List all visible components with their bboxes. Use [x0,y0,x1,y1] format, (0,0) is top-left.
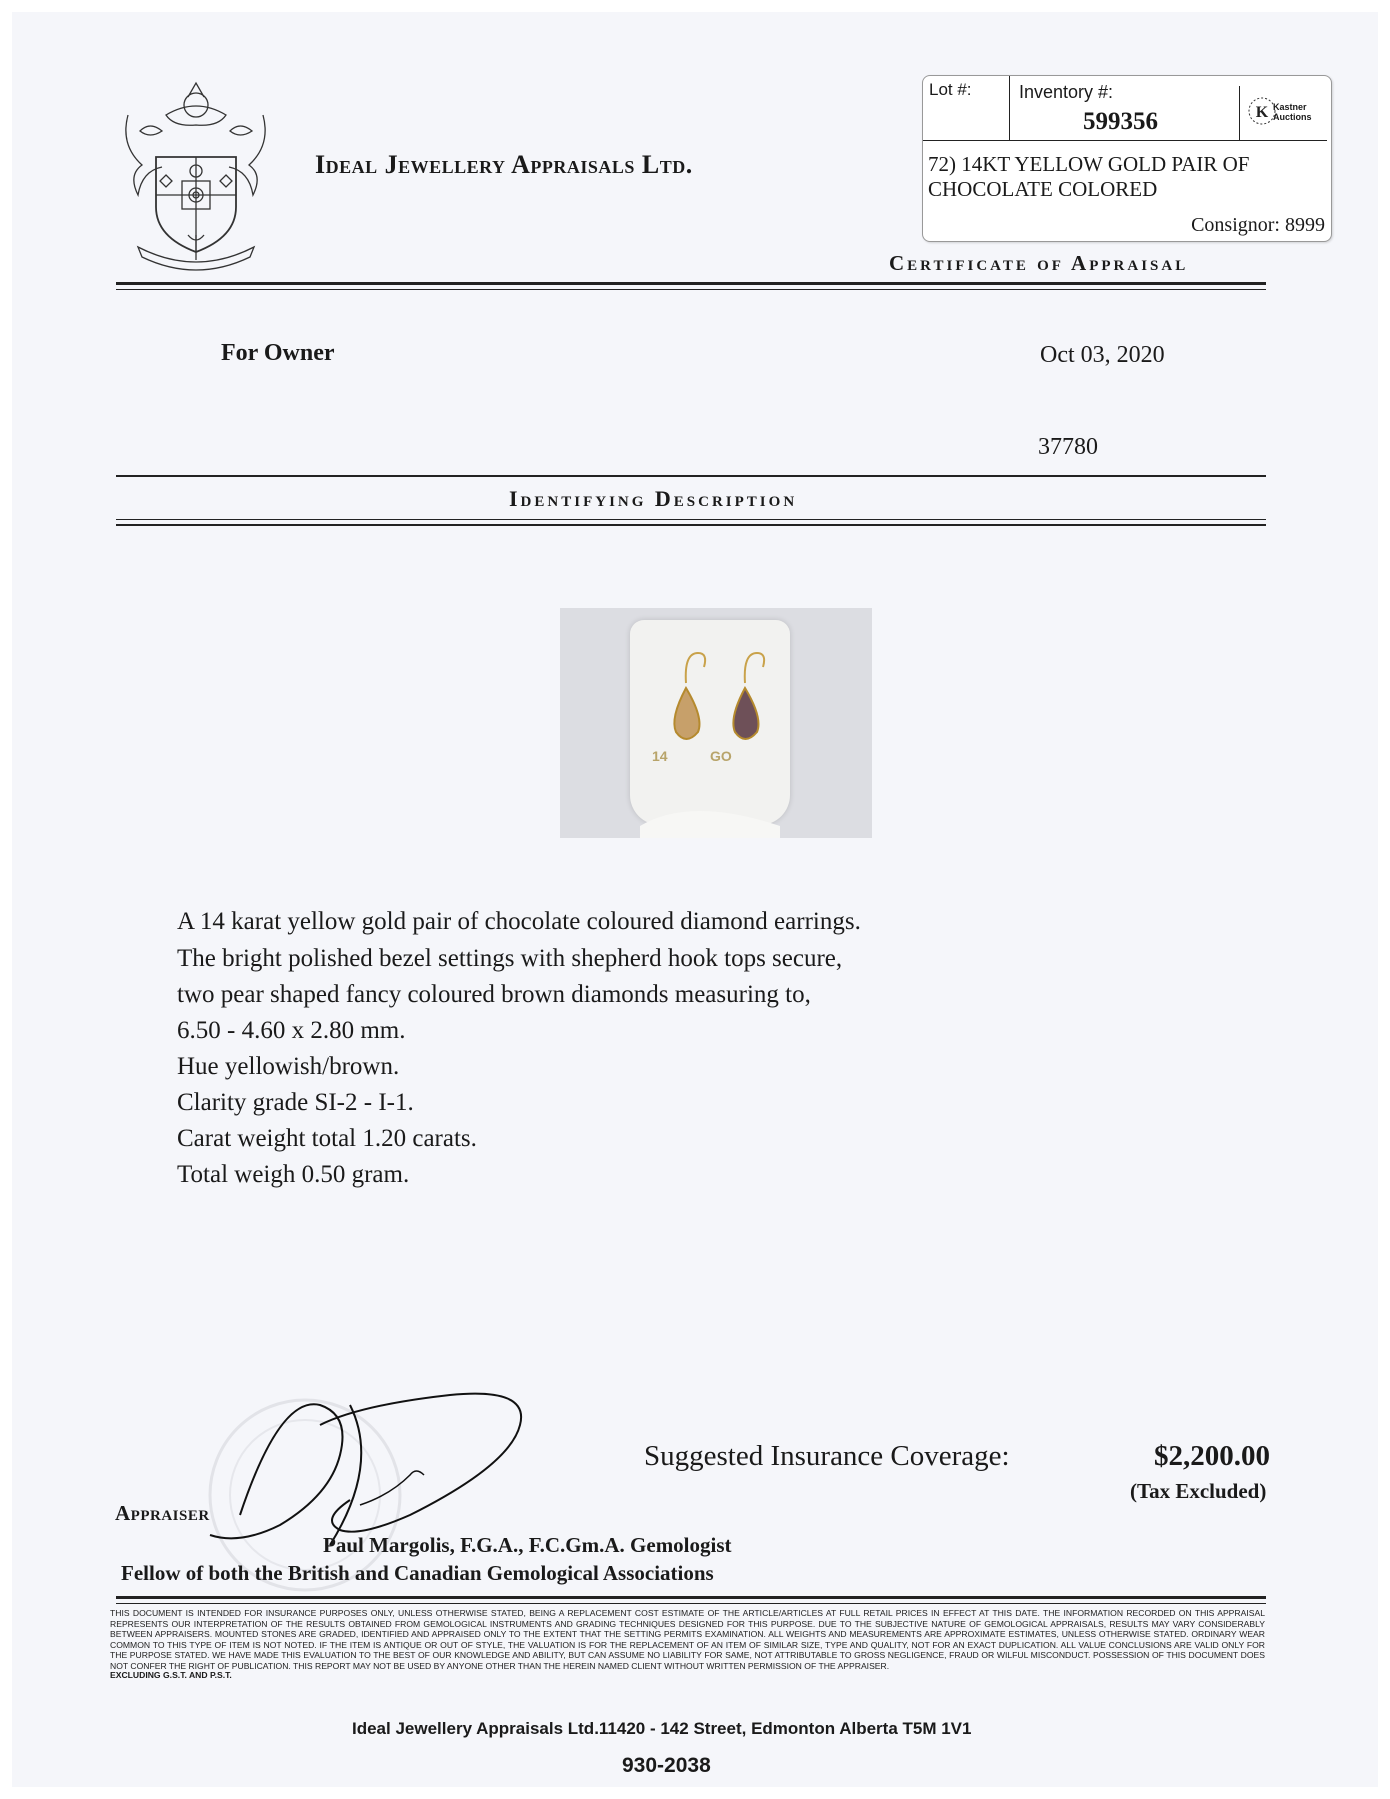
description-line-5: Hue yellowish/brown. [177,1053,400,1080]
description-line-4: 6.50 - 4.60 x 2.80 mm. [177,1017,406,1044]
owner-label: For Owner [221,340,335,366]
appraiser-name: Paul Margolis, F.G.A., F.C.Gm.A. Gemologist [323,1533,732,1557]
footer-rule-top [116,1596,1266,1599]
inventory-label: Inventory #: [1019,82,1114,102]
appraiser-label: Appraiser [115,1501,210,1525]
company-name: Ideal Jewellery Appraisals Ltd. [315,150,693,179]
description-line-6: Clarity grade SI-2 - I-1. [177,1089,414,1116]
section-rule-top [116,475,1266,477]
box-stamp-left: 14 [652,748,668,764]
tax-exclusion: EXCLUDING G.S.T. AND P.S.T. [110,1670,232,1680]
tax-note: (Tax Excluded) [1130,1479,1267,1503]
earring-photo [560,608,872,838]
lot-description-line-1: 72) 14KT YELLOW GOLD PAIR OF [928,152,1250,176]
description-line-8: Total weigh 0.50 gram. [177,1161,410,1188]
lot-sticker [922,75,1332,242]
header-rule-top [116,282,1266,285]
appraiser-fellowship: Fellow of both the British and Canadian Gemological Associations [121,1561,714,1585]
box-stamp-right: GO [710,748,732,764]
description-line-1: A 14 karat yellow gold pair of chocolate coloured diamond earrings. [177,908,861,935]
section-title: Identifying Description [509,486,798,511]
lot-number-label: Lot #: [929,80,972,99]
appraisal-number: 37780 [1038,434,1098,460]
auction-logo [1247,90,1325,134]
insurance-label: Suggested Insurance Coverage: [644,1440,1010,1472]
description-line-7: Carat weight total 1.20 carats. [177,1125,477,1152]
footer-rule-bottom [116,1603,1266,1604]
lot-description-line-2: CHOCOLATE COLORED [928,177,1158,201]
footer-address: Ideal Jewellery Appraisals Ltd.11420 - 142 Street, Edmonton Alberta T5M 1V1 [352,1719,972,1738]
earrings-image [560,608,872,838]
disclaimer-text: THIS DOCUMENT IS INTENDED FOR INSURANCE PURPOSES ONLY, UNLESS OTHERWISE STATED, BEING A REPLACEMENT COST ESTIMATE OF THE ARTICLE/ARTICLES AT FULL RETAIL PRICES IN EFFECT AT THIS DATE. THE INFORMATION RECORDED ON THIS APPRAISAL REPRESENTS OUR INTERPRETATION OF THE RESULTS OBTAINED FROM GEMOLOGICAL INSTRUMENTS AND GRADING TECHNIQUES DESIGNED FOR THIS PURPOSE. DUE TO THE SUBJECTIVE NATURE OF GEMOLOGICAL APPRAISALS, RESULTS MAY VARY CONSIDERABLY BETWEEN APPRAISERS. MOUNTED STONES ARE GRADED, IDENTIFIED AND APPRAISED ONLY TO THE EXTENT THAT THE SETTING PERMITS EXAMINATION. ALL WEIGHTS AND MEASUREMENTS ARE APPROXIMATE ESTIMATES, UNLESS OTHERWISE STATED. ORDINARY WEAR COMMON TO THIS TYPE OF ITEM IS NOT NOTED. IF THE ITEM IS ANTIQUE OR OUT OF STYLE, THE VALUATION IS FOR THE REPLACEMENT OF AN ITEM OF SIMILAR SIZE, TYPE AND QUALITY, NOT FOR AN EXACT DUPLICATION. ALL VALUE CONCLUSIONS ARE VALID ONLY FOR THE PURPOSE STATED. WE HAVE MADE THIS EVALUATION TO THE BEST OF OUR KNOWLEDGE AND ABILITY, BUT CAN ASSUME NO LIABILITY FOR SAME, NOT ATTRIBUTABLE TO GROSS NEGLIGENCE, FRAUD OR WILFUL MISCONDUCT. POSSESSION OF THIS DOCUMENT DOES NOT CONFER THE RIGHT OF PUBLICATION. THIS REPORT MAY NOT BE USED BY ANYONE OTHER THAN THE HEREIN NAMED CLIENT WITHOUT WRITTEN PERMISSION OF THE APPRAISER. [110,1608,1265,1671]
section-rule-bottom-2 [116,524,1266,526]
description-line-3: two pear shaped fancy coloured brown diamonds measuring to, [177,981,811,1008]
inventory-number: 599356 [1083,108,1158,135]
section-rule-bottom-1 [116,519,1266,520]
certificate-title: Certificate of Appraisal [889,251,1189,275]
coat-of-arms-crest [118,75,273,275]
svg-text:K: K [1255,104,1269,121]
consignor: Consignor: 8999 [1191,214,1325,236]
insurance-amount: $2,200.00 [1154,1440,1270,1472]
appraisal-date: Oct 03, 2020 [1040,342,1165,368]
lot-divider [1009,76,1010,140]
description-line-2: The bright polished bezel settings with shepherd hook tops secure, [177,945,843,972]
logo-divider [1239,86,1240,140]
header-rule-bottom [116,289,1266,290]
footer-phone: 930-2038 [622,1754,711,1777]
auction-logo-text: Kastner Auctions [1273,102,1312,122]
